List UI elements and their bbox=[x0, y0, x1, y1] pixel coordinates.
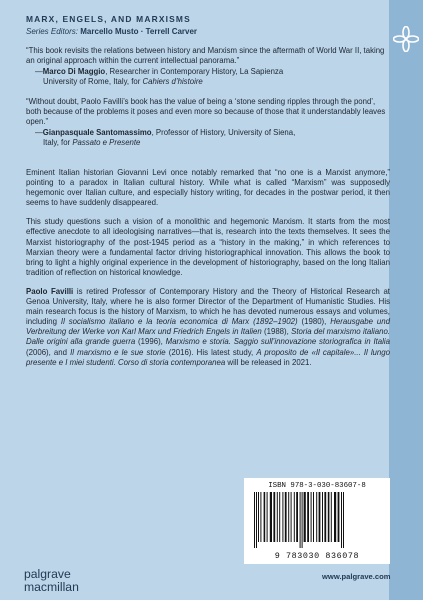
barcode-bar bbox=[338, 492, 340, 542]
quote-attribution: —Gianpasquale Santomassimo, Professor of History, University of Siena, Italy, for Passato e Presente bbox=[35, 128, 296, 147]
barcode-bar bbox=[324, 492, 326, 542]
barcode-bar bbox=[256, 492, 257, 548]
quote-venue: Passato e Presente bbox=[72, 138, 141, 147]
barcode-bar bbox=[307, 492, 309, 542]
barcode-bar bbox=[285, 492, 287, 542]
quote-author: Gianpasquale Santomassimo bbox=[42, 128, 152, 137]
publisher-url: www.palgrave.com bbox=[322, 572, 391, 581]
cover-edge-strip bbox=[389, 0, 423, 600]
back-cover-text bbox=[26, 14, 390, 368]
description-paragraph-2: This study questions such a vision of a monolithic and hegemonic Marxism. It starts from the most effective anecdote to all ideologising narratives—that is, research into the texts themselves. It sees the Marxist historiography of the post-1945 period as a “history in the making,” in which references to Marxian theory were a fundamental factor driving historiographical innovation. This allows the book to bring to light a highly original experience in the development of historiography, based on the long Italian tradition of reflection on historical knowledge. bbox=[26, 217, 390, 277]
bio-work-title: A proposito de «Il capitale»... Il lungo presente e I miei studenti. Corso di storia contemporanea bbox=[26, 347, 391, 367]
barcode-bar bbox=[254, 492, 255, 548]
barcode-bar bbox=[279, 492, 280, 542]
publisher-name-line1: palgrave bbox=[24, 567, 71, 581]
bio-work-title: Il marxismo e le sue storie bbox=[70, 347, 166, 357]
barcode-bar bbox=[258, 492, 259, 542]
barcode-bar bbox=[260, 492, 261, 542]
quote-author-role: , Professor of History, University of Siena, bbox=[151, 128, 296, 137]
bio-work-title: Marxismo e storia. Saggio sull’innovazione storiografica in Italia bbox=[165, 337, 391, 347]
publisher-name-line2: macmillan bbox=[24, 580, 79, 594]
barcode-bar bbox=[304, 492, 306, 542]
barcode-bar bbox=[319, 492, 321, 542]
quote-author: Marco Di Maggio bbox=[42, 67, 106, 76]
endorsement-quote-2 bbox=[26, 97, 390, 148]
barcode-bar bbox=[300, 492, 301, 548]
quote-author-role: , Researcher in Contemporary History, La Sapienza bbox=[105, 67, 284, 76]
bio-text: (2006), and bbox=[26, 347, 71, 357]
barcode-bar bbox=[273, 492, 275, 542]
endorsement-quote-1 bbox=[26, 46, 390, 87]
quote-text: “This book revisits the relations between history and Marxism since the aftermath of World War II, taking an original approach within the current intellectual panorama.” bbox=[26, 46, 385, 65]
barcode-bar bbox=[316, 492, 317, 542]
publisher-logo bbox=[24, 568, 79, 594]
barcode-bar bbox=[302, 492, 303, 548]
author-bio bbox=[26, 287, 390, 368]
barcode-bar bbox=[311, 492, 312, 542]
quote-attribution: —Marco Di Maggio, Researcher in Contemporary History, La Sapienza University of Rome, Italy, for Cahiers d’histoire bbox=[35, 67, 284, 86]
barcode-bar bbox=[291, 492, 292, 542]
barcode-bar bbox=[294, 492, 295, 542]
barcode-bar bbox=[296, 492, 298, 542]
barcode-bar bbox=[328, 492, 330, 542]
bio-text: (1988), bbox=[261, 327, 292, 337]
bio-text: (1980), bbox=[297, 317, 331, 327]
description-paragraph-1: Eminent Italian historian Giovanni Levi once notably remarked that “no one is a Marxist anymore,” pointing to a paradox in Italian cultural history. While what is called “Marxism” was supposedly hegemonic over Italian culture, and especially history writing, for decades in the postwar period, it then seems to have suddenly disappeared. bbox=[26, 168, 390, 208]
barcode-bar bbox=[343, 492, 344, 548]
barcode-bar bbox=[322, 492, 323, 542]
series-editors bbox=[26, 27, 390, 36]
barcode-bar bbox=[277, 492, 278, 542]
bio-text: will be released in 2021. bbox=[225, 357, 312, 367]
isbn-barcode bbox=[244, 478, 390, 564]
barcode-bar bbox=[334, 492, 336, 542]
bio-text: is retired Professor of Contemporary History and the Theory of Historical Research at Genoa University, Italy, where he is also former Director of the Department of Humanistic Studies. His main research focus is the history of Marxism, to which he has devoted numerous essays and volumes, including bbox=[26, 286, 390, 327]
barcode-number: 9 783030 836078 bbox=[274, 551, 360, 561]
author-name: Paolo Favilli bbox=[26, 286, 74, 296]
barcode-bars bbox=[252, 492, 382, 548]
barcode-bar bbox=[331, 492, 332, 542]
series-title: MARX, ENGELS, AND MARXISMS bbox=[26, 14, 191, 24]
barcode-bar bbox=[264, 492, 266, 542]
palgrave-flower-logo-icon bbox=[393, 26, 419, 52]
quote-author-affiliation: University of Rome, Italy, for bbox=[43, 77, 143, 86]
quote-author-affiliation: Italy, for bbox=[43, 138, 73, 147]
bio-text: (1996), bbox=[135, 337, 166, 347]
barcode-bar bbox=[282, 492, 283, 542]
barcode-bar bbox=[313, 492, 314, 542]
bio-text: (2016). His latest study, bbox=[165, 347, 257, 357]
series-editors-names: Marcello Musto · Terrell Carver bbox=[80, 27, 198, 36]
series-editors-label: Series Editors: bbox=[26, 27, 79, 36]
bio-work-title: Storia del marxismo italiano. Dalle origini alla grande guerra bbox=[26, 327, 390, 347]
barcode-bar bbox=[267, 492, 268, 542]
quote-venue: Cahiers d’histoire bbox=[142, 77, 203, 86]
barcode-bar bbox=[270, 492, 272, 542]
barcode-bar bbox=[341, 492, 342, 548]
quote-text: “Without doubt, Paolo Favilli’s book has the value of being a ‘stone sending ripples through the pond’, both because of the problems it poses and even more so because of those that it understandably leaves open.” bbox=[26, 97, 386, 126]
bio-work-title: Il socialismo italiano e la teoria economica di Marx (1892–1902) bbox=[60, 317, 298, 327]
bio-work-title: Herausgabe und Verbreitung der Werke von Karl Marx und Friedrich Engels in Italien bbox=[26, 317, 391, 337]
barcode-bar bbox=[288, 492, 289, 542]
isbn-label: ISBN 978-3-030-83607-8 bbox=[268, 482, 366, 490]
